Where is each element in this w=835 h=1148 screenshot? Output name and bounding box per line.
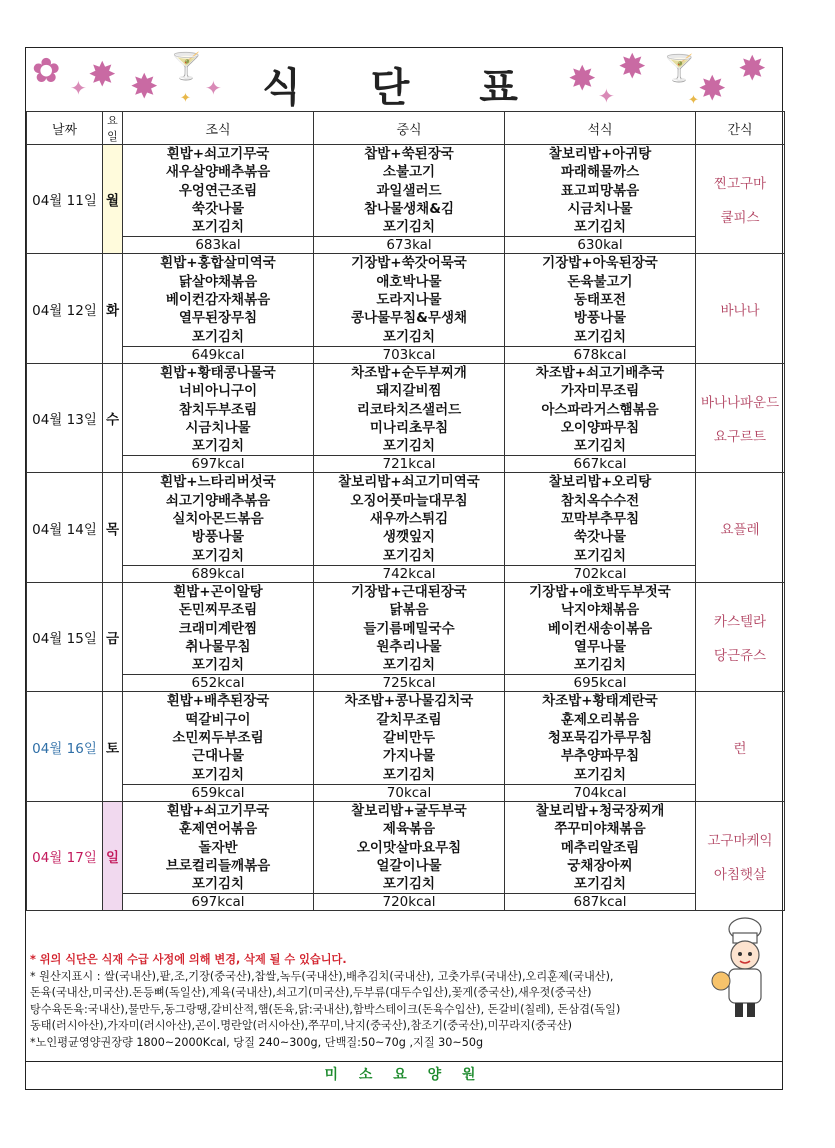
- date-cell: 04월 14일: [27, 473, 103, 582]
- breakfast-cell: [123, 692, 314, 784]
- dish-item: 갈비만두: [382, 730, 436, 747]
- dish-item: 가자미무조림: [560, 383, 640, 400]
- dish-item: 과일샐러드: [376, 182, 442, 199]
- calorie-cell: 742kcal: [314, 565, 505, 582]
- snack-cell: [696, 254, 785, 363]
- calorie-cell: 704kcal: [505, 784, 696, 801]
- day-row: [27, 254, 785, 346]
- dish-item: 흰밥+홍합살미역국: [160, 255, 276, 272]
- dish-item: 찰보리밥+굴두부국: [351, 802, 467, 819]
- day-of-week-cell: 목: [103, 473, 123, 582]
- day-row: [27, 363, 785, 455]
- lunch-cell: [314, 473, 505, 565]
- origin-line: * 원산지표시 : 쌀(국내산),팥,조,기장(중국산),찹쌀,녹두(국내산),배추김치(국내산), 고춧가루(국내산),오리훈제(국내산),: [30, 969, 614, 983]
- dish-item: 흰밥+곤이알탕: [173, 583, 263, 600]
- date-cell: 04월 17일: [27, 801, 103, 910]
- dish-item: 브로컬리들깨볶음: [165, 857, 271, 874]
- breakfast-cell: [123, 473, 314, 565]
- dish-item: 표고피망볶음: [560, 182, 640, 199]
- calorie-cell: 630kal: [505, 237, 696, 254]
- dish-item: 포기김치: [573, 876, 627, 893]
- day-of-week-cell: 금: [103, 582, 123, 691]
- dish-item: 열무된장무침: [178, 310, 258, 327]
- dish-item: 돼지갈비찜: [376, 383, 442, 400]
- calorie-cell: 721kcal: [314, 456, 505, 473]
- dish-item: 꼬막부추무침: [560, 511, 640, 528]
- calorie-cell: 652kcal: [123, 675, 314, 692]
- dish-item: 방풍나물: [191, 529, 245, 546]
- dish-item: 차조밥+콩나물김치국: [344, 693, 474, 710]
- snack-item: 아침햇살: [713, 867, 767, 884]
- dish-item: 오이맛살마요무침: [356, 839, 462, 856]
- origin-line: 돈육(국내산,미국산).돈등뼈(독일산),계육(국내산),쇠고기(미국산),두부류(대두수입산),꽃게(중국산),새우젓(중국산): [30, 986, 592, 999]
- dish-item: 찰보리밥+청국장찌개: [535, 802, 665, 819]
- star-decoration-left: ✿ ✦ ✸ ✸ ✦ 🍸 ✦: [32, 51, 222, 107]
- dish-item: 메추리알조림: [560, 839, 640, 856]
- dish-item: 차조밥+황태계란국: [542, 693, 658, 710]
- dinner-cell: [505, 692, 696, 784]
- calorie-cell: 697kcal: [123, 894, 314, 911]
- dish-item: 포기김치: [382, 876, 436, 893]
- calorie-cell: 703kcal: [314, 346, 505, 363]
- dish-item: 포기김치: [382, 547, 436, 564]
- lunch-cell: [314, 582, 505, 674]
- snack-cell: [696, 801, 785, 910]
- dish-item: 리코타치즈샐러드: [356, 401, 462, 418]
- dish-item: 기장밥+애호박두부젓국: [529, 583, 671, 600]
- dish-item: 소민찌두부조림: [172, 730, 264, 747]
- column-header-breakfast: 조식: [123, 112, 314, 145]
- dinner-cell: [505, 473, 696, 565]
- kcal-row: [27, 346, 785, 363]
- date-cell: 04월 11일: [27, 145, 103, 254]
- dish-item: 청포묵김가루무침: [547, 730, 653, 747]
- dish-item: 차조밥+쇠고기배추국: [535, 364, 665, 381]
- dish-item: 참치두부조림: [178, 401, 258, 418]
- snack-cell: [696, 582, 785, 691]
- dish-item: 크래미계란찜: [178, 620, 258, 637]
- dinner-cell: [505, 254, 696, 346]
- dish-item: 포기김치: [191, 219, 245, 236]
- day-of-week-cell: 월: [103, 145, 123, 254]
- star-decoration-right: ✸ ✦ ✸ 🍸 ✸ ✦ ✸: [568, 47, 767, 109]
- footer-facility-name: 미 소 요 양 원: [26, 1061, 782, 1089]
- dinner-cell: [505, 363, 696, 455]
- snack-cell: [696, 145, 785, 254]
- page-title: 식 단 표: [262, 65, 546, 111]
- date-cell: 04월 15일: [27, 582, 103, 691]
- kcal-row: [27, 784, 785, 801]
- day-row: [27, 582, 785, 674]
- snack-item: 고구마케익: [707, 833, 773, 850]
- snack-item: 바나나파운드: [700, 395, 780, 412]
- calorie-cell: 697kcal: [123, 456, 314, 473]
- dish-item: 너비아니구이: [178, 383, 258, 400]
- dish-item: 돈민찌무조림: [178, 602, 258, 619]
- dish-item: 기장밥+아욱된장국: [542, 255, 658, 272]
- column-header-dinner: 석식: [505, 112, 696, 145]
- dish-item: 참치옥수수전: [560, 492, 640, 509]
- dinner-cell: [505, 145, 696, 237]
- dish-item: 가지나물: [382, 748, 436, 765]
- dish-item: 포기김치: [191, 657, 245, 674]
- dish-item: 포기김치: [382, 328, 436, 345]
- dish-item: 실치아몬드볶음: [172, 511, 264, 528]
- calorie-cell: 725kcal: [314, 675, 505, 692]
- dish-item: 궁채장아찌: [567, 857, 633, 874]
- day-row: [27, 473, 785, 565]
- dish-item: 동태포전: [573, 292, 627, 309]
- dish-item: 쭈꾸미야채볶음: [554, 821, 646, 838]
- dish-item: 애호박나물: [376, 273, 442, 290]
- calorie-cell: 689kcal: [123, 565, 314, 582]
- calorie-cell: 687kcal: [505, 894, 696, 911]
- dish-item: 들기름메밀국수: [363, 620, 455, 637]
- dish-item: 흰밥+황태콩나물국: [160, 364, 276, 381]
- warning-note: * 위의 식단은 식재 수급 사정에 의해 변경, 삭제 될 수 있습니다.: [30, 953, 347, 966]
- dish-item: 돌자반: [198, 839, 238, 856]
- lunch-cell: [314, 254, 505, 346]
- dinner-cell: [505, 582, 696, 674]
- calorie-cell: 659kcal: [123, 784, 314, 801]
- snack-item: 바나나: [720, 302, 760, 319]
- date-cell: 04월 12일: [27, 254, 103, 363]
- dish-item: 포기김치: [382, 219, 436, 236]
- dish-item: 미나리초무침: [369, 419, 449, 436]
- dish-item: 근대나물: [191, 748, 245, 765]
- calorie-cell: 667kcal: [505, 456, 696, 473]
- header: [26, 48, 782, 112]
- kcal-row: [27, 456, 785, 473]
- dish-item: 소불고기: [382, 164, 436, 181]
- breakfast-cell: [123, 582, 314, 674]
- dish-item: 흰밥+쇠고기무국: [166, 146, 270, 162]
- snack-item: 쿨피스: [720, 210, 760, 227]
- dish-item: 포기김치: [191, 876, 245, 893]
- dish-item: 쑥갓나물: [191, 200, 245, 217]
- lunch-cell: [314, 692, 505, 784]
- dish-item: 새우살양배추볶음: [165, 164, 271, 181]
- calorie-cell: 683kal: [123, 237, 314, 254]
- dish-item: 파래해물까스: [560, 164, 640, 181]
- dish-item: 기장밥+쑥갓어묵국: [351, 255, 467, 272]
- cocktail-glass-icon: 🍸: [663, 54, 696, 84]
- dish-item: 포기김치: [191, 547, 245, 564]
- dish-item: 찰보리밥+오리탕: [548, 474, 652, 491]
- date-cell: 04월 16일: [27, 692, 103, 801]
- snack-item: 카스텔라: [713, 614, 767, 631]
- dish-item: 닭살야채볶음: [178, 273, 258, 290]
- dish-item: 취나물무침: [185, 638, 251, 655]
- column-header-lunch: 중식: [314, 112, 505, 145]
- snack-cell: [696, 363, 785, 472]
- dish-item: 낙지야채볶음: [560, 602, 640, 619]
- dish-item: 훈제연어볶음: [178, 821, 258, 838]
- day-of-week-cell: 수: [103, 363, 123, 472]
- kcal-row: [27, 675, 785, 692]
- dish-item: 포기김치: [191, 766, 245, 783]
- dish-item: 방풍나물: [573, 310, 627, 327]
- dish-item: 열무나물: [573, 638, 627, 655]
- dish-item: 갈치무조림: [376, 711, 442, 728]
- dish-item: 시금치나물: [185, 419, 251, 436]
- dish-item: 우엉연근조림: [178, 182, 258, 199]
- calorie-cell: 673kal: [314, 237, 505, 254]
- dish-item: 찰보리밥+쇠고기미역국: [338, 474, 480, 491]
- dish-item: 포기김치: [382, 438, 436, 455]
- snack-cell: [696, 692, 785, 801]
- dish-item: 시금치나물: [567, 200, 633, 217]
- menu-sheet: [25, 47, 783, 1090]
- table-header-row: [27, 112, 785, 145]
- breakfast-cell: [123, 145, 314, 237]
- dish-item: 닭볶음: [389, 602, 429, 619]
- calorie-cell: 702kcal: [505, 565, 696, 582]
- dish-item: 찰보리밥+아귀탕: [548, 146, 652, 162]
- snack-item: 당근쥬스: [713, 648, 767, 665]
- lunch-cell: [314, 145, 505, 237]
- origin-line: 탕수육돈육:국내산),물만두,동그랑땡,갈비산적,햄(돈육,닭:국내산),함박스테이크(돈육수입산), 돈갈비(칠레), 돈삼겹(독일): [30, 1002, 621, 1016]
- snack-cell: [696, 473, 785, 582]
- dish-item: 쑥갓나물: [573, 529, 627, 546]
- dish-item: 참나물생채&김: [363, 200, 455, 217]
- dish-item: 흰밥+배추된장국: [166, 693, 270, 710]
- lunch-cell: [314, 363, 505, 455]
- kcal-row: [27, 565, 785, 582]
- dish-item: 포기김치: [382, 766, 436, 783]
- calorie-cell: 695kcal: [505, 675, 696, 692]
- dish-item: 흰밥+느타리버섯국: [160, 474, 276, 491]
- dish-item: 기장밥+근대된장국: [351, 583, 467, 600]
- breakfast-cell: [123, 801, 314, 893]
- dish-item: 찹밥+쑥된장국: [364, 146, 454, 162]
- dish-item: 생깻잎지: [382, 529, 436, 546]
- dish-item: 떡갈비구이: [185, 711, 251, 728]
- calorie-cell: 720kcal: [314, 894, 505, 911]
- snack-item: 요구르트: [713, 429, 767, 446]
- dish-item: 원추리나물: [376, 638, 442, 655]
- dish-item: 오징어풋마늘대무침: [350, 492, 468, 509]
- dish-item: 얼갈이나물: [376, 857, 442, 874]
- dish-item: 포기김치: [573, 657, 627, 674]
- day-of-week-cell: 일: [103, 801, 123, 910]
- lunch-cell: [314, 801, 505, 893]
- dish-item: 포기김치: [573, 766, 627, 783]
- notes-section: [26, 948, 782, 1051]
- calorie-cell: 678kcal: [505, 346, 696, 363]
- calorie-cell: 70kcal: [314, 784, 505, 801]
- kcal-row: [27, 237, 785, 254]
- nutrition-note: *노인평균영양권장량 1800~2000Kcal, 당질 240~300g, 단백질:50~70g ,지질 30~50g: [30, 1035, 484, 1049]
- dish-item: 베이컨새송이볶음: [547, 620, 653, 637]
- chef-illustration: [705, 915, 785, 1025]
- origin-line: 동태(러시아산),가자미(러시아산),곤이.명란알(러시아산),쭈꾸미,낙지(중국산),참조기(중국산),미꾸라지(중국산): [30, 1019, 572, 1032]
- dish-item: 포기김치: [573, 219, 627, 236]
- cocktail-glass-icon: 🍸: [170, 52, 203, 82]
- dish-item: 돈육불고기: [567, 273, 633, 290]
- snack-item: 찐고구마: [713, 176, 767, 193]
- calorie-cell: 649kcal: [123, 346, 314, 363]
- kcal-row: [27, 894, 785, 911]
- day-row: [27, 145, 785, 237]
- snack-item: 런: [733, 740, 747, 757]
- dish-item: 포기김치: [382, 657, 436, 674]
- snack-item: 요플레: [720, 521, 760, 538]
- column-header-dow: 요일: [103, 112, 123, 145]
- dish-item: 포기김치: [573, 438, 627, 455]
- dish-item: 차조밥+순두부찌개: [351, 364, 467, 381]
- dish-item: 쇠고기양배추볶음: [165, 492, 271, 509]
- day-row: [27, 692, 785, 784]
- dish-item: 오이양파무침: [560, 419, 640, 436]
- dish-item: 포기김치: [191, 438, 245, 455]
- dish-item: 포기김치: [191, 328, 245, 345]
- dish-item: 훈제오리볶음: [560, 711, 640, 728]
- dish-item: 새우까스튀김: [369, 511, 449, 528]
- date-cell: 04월 13일: [27, 363, 103, 472]
- day-of-week-cell: 토: [103, 692, 123, 801]
- dish-item: 아스파라거스햄볶음: [541, 401, 659, 418]
- day-row: [27, 801, 785, 893]
- dish-item: 제육볶음: [382, 821, 436, 838]
- dish-item: 도라지나물: [376, 292, 442, 309]
- dish-item: 콩나물무침&무생채: [350, 310, 468, 327]
- day-of-week-cell: 화: [103, 254, 123, 363]
- dish-item: 포기김치: [573, 547, 627, 564]
- column-header-date: 날짜: [27, 112, 103, 145]
- dish-item: 포기김치: [573, 328, 627, 345]
- dinner-cell: [505, 801, 696, 893]
- dish-item: 부추양파무침: [560, 748, 640, 765]
- meal-table: [26, 111, 785, 911]
- column-header-snack: 간식: [696, 112, 785, 145]
- breakfast-cell: [123, 254, 314, 346]
- dish-item: 베이컨감자채볶음: [165, 292, 271, 309]
- breakfast-cell: [123, 363, 314, 455]
- dish-item: 흰밥+쇠고기무국: [166, 802, 270, 819]
